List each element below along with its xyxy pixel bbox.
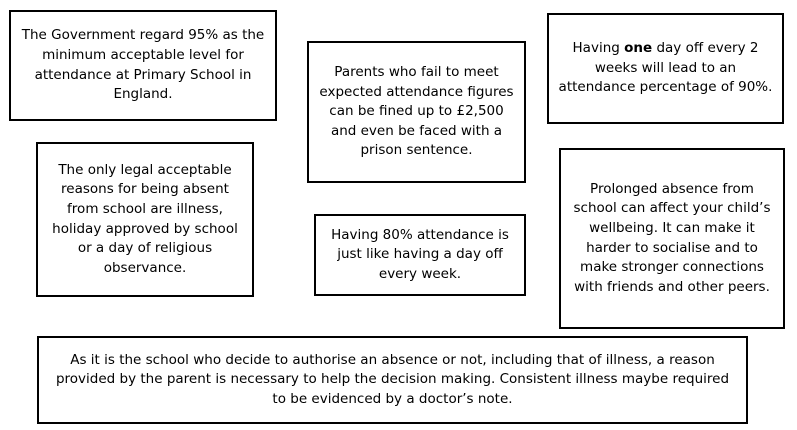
fact-text: As it is the school who decide to authorise an absence or not, including that of illness, a reason provided by the parent is necessary to help the decision making. Consistent illness maybe required to be evidenced by a doctor’s note.: [55, 351, 730, 407]
fact-text: Prolonged absence from school can affect your child’s wellbeing. It can make it harder to socialise and to make stronger connections with friends and other peers.: [573, 180, 771, 295]
fact-text: The only legal acceptable reasons for being absent from school are illness, holiday approved by school or a day of religious observance.: [52, 161, 238, 276]
fact-box-fines: [307, 41, 526, 183]
fact-box-one-day-off: [547, 13, 784, 124]
fact-box-80-percent: [314, 214, 526, 296]
emphasis-text: one: [624, 40, 653, 57]
fact-box-wellbeing: [559, 148, 785, 329]
fact-text: Parents who fail to meet expected attendance figures can be fined up to £2,500 and even be faced with a prison sentence.: [319, 64, 514, 159]
fact-text: Having 80% attendance is just like having a day off every week.: [331, 226, 509, 282]
fact-box-government-95: [9, 10, 277, 121]
fact-box-legal-reasons: [36, 142, 254, 297]
fact-box-authorise-absence: [37, 336, 748, 424]
fact-text-part: day off every 2 weeks will lead to an attendance percentage of 90%.: [558, 40, 773, 96]
fact-text: The Government regard 95% as the minimum acceptable level for attendance at Primary School in England.: [21, 27, 265, 103]
fact-text: [557, 39, 774, 98]
fact-text-part: Having: [572, 40, 625, 57]
